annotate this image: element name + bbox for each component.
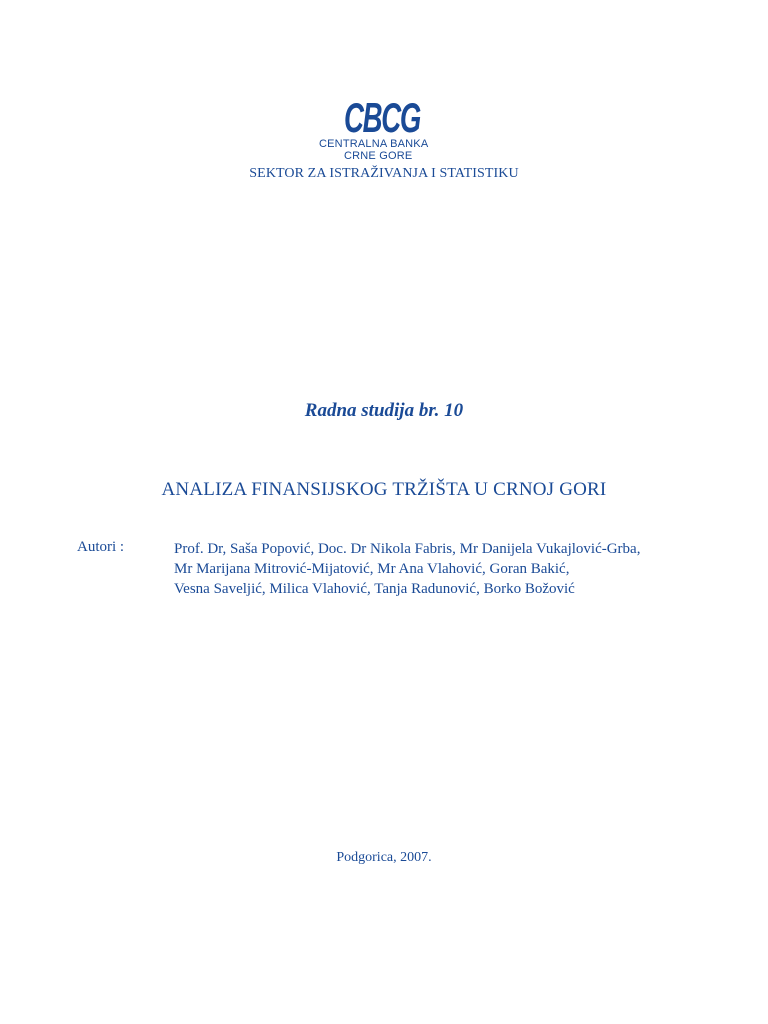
sector-heading: SEKTOR ZA ISTRAŽIVANJA I STATISTIKU (249, 166, 519, 181)
cbcg-logo (318, 94, 448, 162)
cbcg-logo-icon (342, 94, 422, 141)
place-date: Podgorica, 2007. (336, 850, 432, 865)
authors-list (174, 539, 734, 599)
authors-line: Prof. Dr, Saša Popović, Doc. Dr Nikola Fabris, Mr Danijela Vukajlović-Grba, (174, 541, 641, 557)
logo-line-1: CENTRALNA BANKA (319, 138, 429, 150)
logo-line-2: CRNE GORE (344, 150, 413, 162)
authors-line: Vesna Saveljić, Milica Vlahović, Tanja Radunović, Borko Božović (174, 581, 575, 597)
authors-label: Autori : (77, 539, 125, 555)
authors-line: Mr Marijana Mitrović-Mijatović, Mr Ana Vlahović, Goran Bakić, (174, 561, 570, 577)
svg-text:CBCG: CBCG (344, 94, 421, 141)
logo-subtitle (318, 138, 448, 162)
study-number: Radna studija br. 10 (304, 400, 464, 421)
document-title: ANALIZA FINANSIJSKOG TRŽIŠTA U CRNOJ GORI (161, 479, 607, 500)
